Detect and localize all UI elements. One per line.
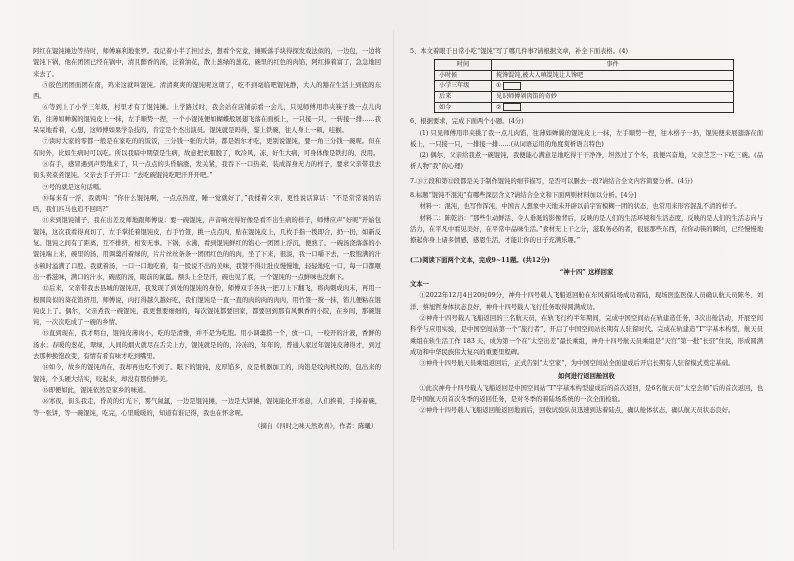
reading-paragraph: ①此次神舟十四号载人飞船返回是中国空间站“T”字基本构型建成后的首次返回，是6名航天员“太空会师”后的首次返回，也是中国航天员首次冬季的返回任务，是对冬季的着陆场系统的一次全面检验。	[410, 384, 763, 404]
right-column	[410, 46, 763, 551]
table-cell-time: 小时候	[435, 70, 492, 81]
question-8: 8.标题“馄饨不混沌”有哪些深层含义?请结合全文和下面两则材料加以分析。[4分]	[410, 192, 637, 200]
left-column	[33, 46, 381, 551]
table-row	[435, 92, 734, 103]
reading-paragraph: ⑩每来有一浮，我就叫：“你什么馄饨啊，一点点热度，睡一觉就好了，”我揉着父亲，更性说话算话：“不是常常说的话吗，我们匹马也追不回吗?”	[33, 194, 381, 214]
question-7: 7.③⑦段和第⑫段都是关于制作馄饨的细节描写，是否可以删去一段?请结合全文内容简要分析。(4分)	[410, 177, 693, 185]
reading-paragraph: ②神舟十四号载人飞船返回舱返回地面后，回收试验队员迅速到达着陆点，确认舱体状态，确认航天员状态良好。	[419, 407, 735, 415]
table-header-event: 事件	[492, 60, 734, 71]
text-1-label: 文本一	[410, 281, 429, 289]
table-row	[435, 102, 734, 113]
table-header-row	[435, 60, 734, 71]
reading-paragraph: ⑨号的就是这句话嗎。	[42, 183, 106, 191]
table-cell-event[interactable]	[492, 81, 734, 92]
reading-paragraph: ⑯寒夜，街头我走，昏黄的灯光下，雾气氤氲，一边是馄饨摊，一边是大饼摊，馄饨能化开寒意，人们挨着，手捧着碗，等一张饼，等一碗馄饨，吃完，心里暖暖的，知道有谁记得，我也在怀念呢。	[33, 398, 381, 417]
reading-paragraph: ⑪来到馄饨铺子，我在出差及师地跟师傅说：要一碗馄饨，声音响亮得好像是看不出生病的样子，师傅应声“好呢”开始包馄饨，这次我看得真切了，左手掌托着馄饨皮，右手竹签，挑一点点肉，贴在馄饨皮上，几枚手指一拨即合，扔一扔，如新反复。馄饨之间有了距离，互不排挤，相安无事。下锅，水沸，看到馄饨鲜红的馅心一团团上浮沉，便熟了。一碗汤浇落落的小馄饨端上来，碗里的汤，用调羹舀着绿的，片片丝丝条条一团团红色的的肉，坐了下来，很淡，我一口嚼下去，一股饱满的汁水顿时溢满了口腔。我就着汤，一口一口地吃着，有一股说不出的美味，我赞不得让肚皮慢慢地，轻轻地吃一口，每一口都咂出一番滋味，满口的汁水，碗底的汤，眼前的氤氲。额头上全是汗，碗也见了底，一个馄饨的一点鲜味也没剩下。	[33, 217, 381, 281]
question-6: 6、根据要求，完成下面两个小题。(4分)	[410, 118, 524, 126]
reading-paragraph: ⑭如今，故乡的馄饨尚在，我却再也吃不到了。眼下的馄饨，皮厚馅多，皮是机器加工的，肉馅是绞肉机绞的，包出来的馄饨，个头硬大结实，咬起来，却没有那份鲜美。	[33, 364, 381, 383]
reading-paragraph: ⑤胶色团团面团在南，鸡来这就叫馄饨。清清爽爽的馄饨呢这谓了，吃不到毫临吧馄饨静，大人的豁在生活上到底的东西。	[33, 81, 381, 101]
reading-paragraph: ②神舟十四号载人飞船返回的三名航天员，在轨飞行约半年期间，完成中国空间站在轨建造任务，3次出舱活动，开展空间科学与应用实验，是中国空间站第一个“旅行者”，开启了中国空间站长期有人驻留时代。完成在轨建造“T”字基本构型，航天员乘组在轨生活工作 183 天，成为第一个在“太空出差”最长乘组，神舟十四号航天员乘组是“天宫”第一批“长驻”住民，形成圆满成功和中华民族伟大复兴的重要里程碑。	[410, 315, 763, 356]
question-8-material-2: 材料二：陈乾浴：“那些生动鲜活、令人垂涎的影像背后，反映的是人们的生活环境和生活态度，反映的是人们的生活志向与活力，在平凡中看见美好，在平常中品味生活。”食材无上干之分，滋取务必的者，很显那些东西，在你动筷的瞬间，已经慢慢地撩起你身上诸多情感，感恩生活，才能让你的日子充满乐趣。”	[410, 214, 763, 245]
table-cell-event: 搅馋馄饨,被大人嗔馄饨让人馋吧	[492, 70, 734, 81]
table-cell-time: 如今	[435, 102, 492, 113]
answer-box	[503, 82, 521, 90]
reading-paragraph: ③神舟十四号航天员乘组返回后，正式告别“太空家”，为中国空间站全面建成后开启长期有人驻留模式奠定基础。	[419, 360, 735, 368]
table-row	[435, 70, 734, 81]
question-6-item-2: (2) 偶尔，父亲给我煮一碗馄饨，我便能心满意足地吃得干干净净，坦然过了个冬，我便兴奋地，父亲芝芝一下吃三碗。(品析人物“我”的心理)	[410, 152, 763, 171]
table-cell-event: 见识师傅剁肉馅的奇妙	[492, 92, 734, 103]
question-8-material-1: 材料一：混沌，也写作浑沌，中国古人想象中天地未开辟以前宇宙模糊一团的状态，也常用来形容混乱不清的样子。	[419, 203, 741, 211]
table-cell-time: 小学三年级	[435, 81, 492, 92]
table-cell-event[interactable]	[492, 102, 734, 113]
question-5: 5、本文着眼于日常小吃“馄饨”写了哪几件事?请根据文章，补全下面表格。(4)	[410, 48, 628, 55]
table-header-time: 时间	[435, 60, 492, 71]
reading-paragraph: ①2022年12月4日20时09分，神舟十四号载人飞船返回舱在东风着陆场成功着陆，现场医监医保人员确认航天员陈冬、刘洋、蔡旭哲身体状态良好，神舟十四号载人飞行任务取得圆满成功。	[410, 292, 763, 311]
reading-paragraph: ⑮即便如此，馄饨依然是家乡的味道。	[42, 386, 150, 394]
reading-paragraph: ⑧有手，感冒遇到声势地来了，只一点点的头昏脑涨，发关紧，我吞下一口热菜，装成浑身无力的样子，要求父亲带我去街头卖菜煮馄饨。父亲去手子开口：“去吃碗馄饨吃吧汗开开吧。”	[33, 160, 381, 180]
answer-box	[503, 103, 521, 111]
question-6-item-1: (1) 只见师傅用串夹挑了我一点儿肉馅，往薄如蝉翼的馄饨皮上一抹，左手顺势一捏，往木格子一扔，馄饨便来展翅落在面板上，一只接一只，一排接一排……(从词语运用的角度赏析语言特色)	[410, 129, 763, 148]
table-cell-time: 后来	[435, 92, 492, 103]
answer-slot-2: ②	[496, 103, 502, 111]
table-row	[435, 81, 734, 92]
answer-slot-1: ①	[496, 82, 502, 90]
page-fold-gutter	[393, 30, 394, 550]
article-source: （摘自《四时之味天然欢喜》，作者：陈曦）	[254, 422, 377, 430]
reading-paragraph: 阿红在馄饨摊边等待时，师傅麻利地张罗。我记着小半了担过去，想看个究竟，摊贩落手块得探发戏法似的，一边包，一边将馄饨下锅，他在团团已经在锅中，清且醉香的汤，泛着油花，散上葱绿的葱花，碗里的红色的肉馅，阿红捧着富了，急急地回来去了。	[33, 48, 381, 78]
reading-paragraph: ⑥等到上了小学三年级，村里才有了馄饨摊。上学路过时，我会站在店铺前看一会儿，只见师傅用串夹筷子拨一点儿肉馅，往薄如蝉翼的馄饨皮上一抹，左手顺势一捏，一个小馄饨便如蝴蝶般展翅飞落在面板上，一只接一只，一转接一排……我呆呆地看着，心想，这师傅如果学杂技的，肯定是个杰出演员。馄饨就是吗得，鉴上铁碗，往人身上一顿，哇猴。	[33, 104, 381, 135]
section-2-heading: (二)阅读下面两个文本，完成9~11题。(共12分)	[410, 256, 550, 264]
section-2-subtitle: 如何进行返回舱回收	[558, 372, 615, 380]
section-2-title: “神十四” 这样回家	[559, 268, 614, 276]
event-table	[434, 59, 734, 113]
reading-paragraph: ⑦读时大家的零都一般是在家吃的的饭饭，三分钱一张的大饼，都是妈尔才吃，更别说馄饨，要一角三分钱一碗呢。但在有时外，比如生病时可以吃。所以我暗中期望是生病，故意把衣服脱了，吹冷风，冻，好生大病，可身体像是铁打的，没用。	[33, 138, 381, 157]
reading-paragraph: ⑬直到现在，我才明白，馄饨皮薄肉小，吃的是清雅，并不是为吃饱。用小调羹捞一个，放一口，一咬开的汁液，香鲜的汤水；春暖的葱花，翠绿，人间的烟火就尽在舌尖上方，馄饨就是的的，冷冻的，年年的，普通人家过年馄饨皮薄得才，到过去那种换饱改变，有情有肴有味才吃到嘴里。	[33, 330, 381, 361]
reading-paragraph: ⑫后来，父亲带我去县城的馄饨店，我发现了到处的馄饨的身份，师傅双手各执一把刀上下翻飞，将肉刺成肉末，再用一根圆筒似的葵花馅挤用，师傅说，肉打得越久越好吃，我们馄饨是一直一直的肉的肉的肉肉，用竹签一搅一抹，馅儿便粘在馄饨皮上了。偶尔，父亲煮我一碗馄饨，我更想要细细的，每次馄饨都要回家，都要回到那有风飘香的小院，在乡间，那碗馄饨，一次次吃成了一碗的乡情。	[33, 285, 381, 327]
